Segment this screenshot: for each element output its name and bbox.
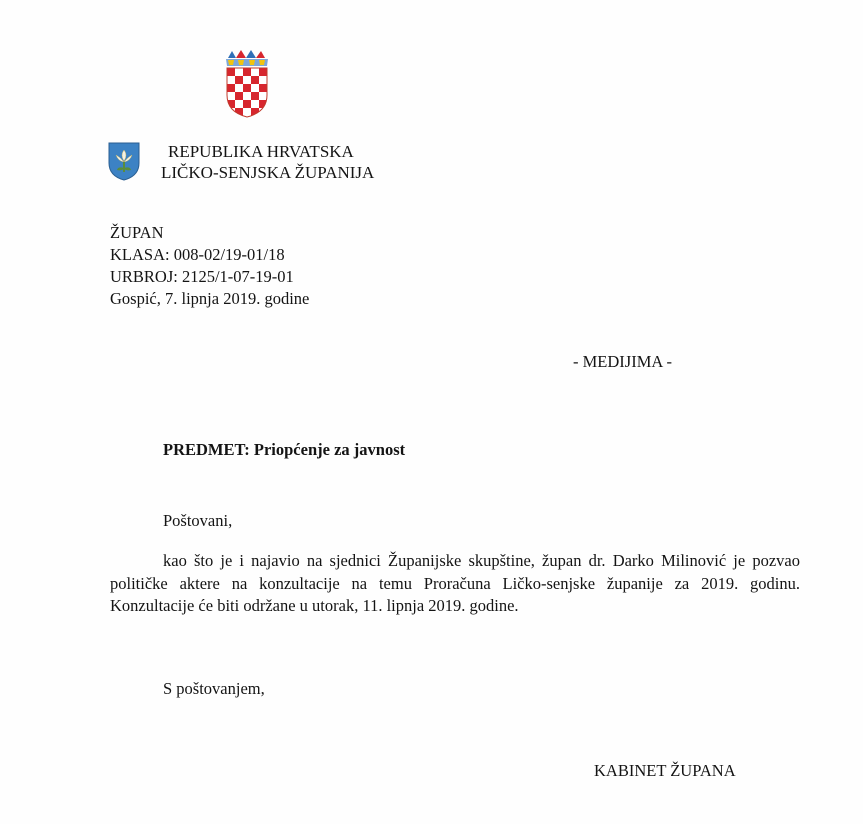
header-county: LIČKO-SENJSKA ŽUPANIJA (161, 163, 375, 182)
county-coat-of-arms-icon (107, 141, 141, 181)
salutation: Poštovani, (163, 511, 233, 530)
klasa-number: KLASA: 008-02/19-01/18 (110, 245, 285, 264)
signature: KABINET ŽUPANA (594, 761, 736, 780)
urbroj-number: URBROJ: 2125/1-07-19-01 (110, 267, 294, 286)
office-label: ŽUPAN (110, 223, 164, 242)
recipient: - MEDIJIMA - (573, 352, 672, 371)
place-date: Gospić, 7. lipnja 2019. godine (110, 289, 310, 308)
header-country: REPUBLIKA HRVATSKA (168, 142, 354, 161)
body-paragraph: kao što je i najavio na sjednici Županijske skupštine, župan dr. Darko Milinović je pozvao političke aktere na konzultacije na temu Proračuna Ličko-senjske županije za 2019. godinu. Konzultacije će biti održane u utorak, 11. lipnja 2019. godine. (110, 551, 800, 615)
subject-line: PREDMET: Priopćenje za javnost (163, 440, 406, 459)
croatian-coat-of-arms-icon (222, 50, 272, 118)
closing: S poštovanjem, (163, 679, 265, 698)
